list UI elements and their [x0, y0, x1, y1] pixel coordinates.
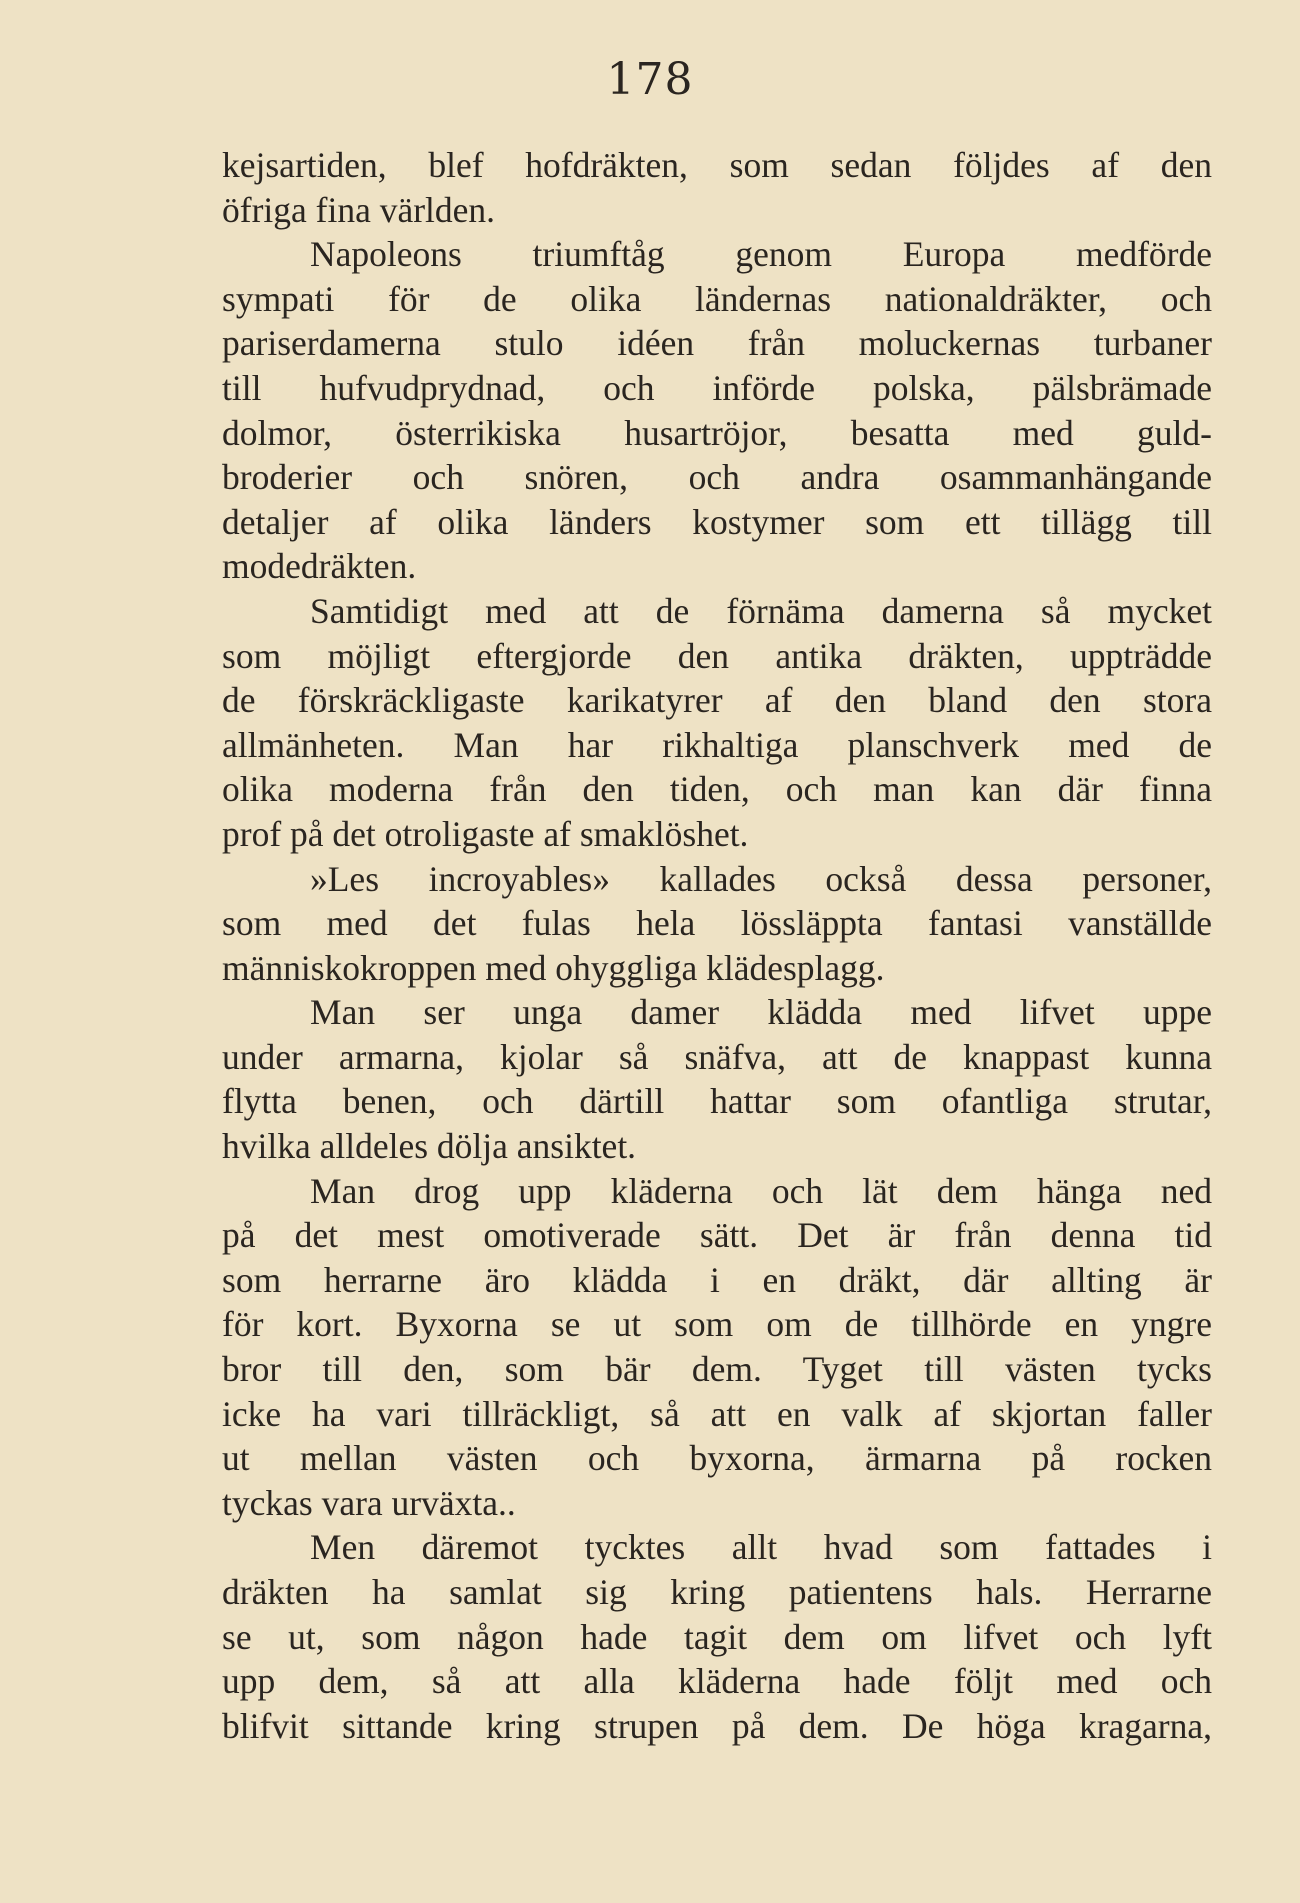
text-line: som möjligt eftergjorde den antika dräkten, uppträdde: [222, 635, 1212, 676]
text-line: öfriga fina världen.: [222, 189, 496, 230]
text-line: se ut, som någon hade tagit dem om lifvet och lyft: [222, 1616, 1212, 1657]
text-line: hvilka alldeles dölja ansiktet.: [222, 1126, 637, 1167]
text-line: pariserdamerna stulo idéen från moluckernas turbaner: [222, 323, 1212, 364]
text-line: på det mest omotiverade sätt. Det är från denna tid: [222, 1215, 1212, 1256]
page-number: 178: [606, 54, 694, 105]
text-line: för kort. Byxorna se ut som om de tillhörde en yngre: [222, 1304, 1212, 1345]
text-line: sympati för de olika ländernas nationaldräkter, och: [222, 278, 1212, 319]
text-line: kejsartiden, blef hofdräkten, som sedan följdes af den: [222, 145, 1212, 185]
text-line: Napoleons triumftåg genom Europa medförde: [310, 234, 1212, 275]
text-line: tyckas vara urväxta..: [222, 1482, 516, 1523]
text-line: modedräkten.: [222, 546, 417, 587]
text-line: upp dem, så att alla kläderna hade följt med och: [222, 1661, 1212, 1702]
body-text: [222, 143, 1212, 1748]
text-line: prof på det otroligaste af smaklöshet.: [222, 813, 749, 854]
text-line: dolmor, österrikiska husartröjor, besatta med guld-: [222, 412, 1212, 453]
text-line: till hufvudprydnad, och införde polska, pälsbrämade: [222, 367, 1212, 408]
text-line: som herrarne äro klädda i en dräkt, där allting är: [222, 1259, 1212, 1300]
text-line: bror till den, som bär dem. Tyget till västen tycks: [222, 1349, 1212, 1390]
text-line: olika moderna från den tiden, och man kan där finna: [222, 769, 1212, 810]
text-line: blifvit sittande kring strupen på dem. De höga kragarna,: [222, 1705, 1212, 1746]
text-line: allmänheten. Man har rikhaltiga planschverk med de: [222, 724, 1212, 765]
text-line: de förskräckligaste karikatyrer af den bland den stora: [222, 680, 1212, 721]
text-line: »Les incroyables» kallades också dessa personer,: [310, 858, 1212, 899]
text-line: Men däremot tycktes allt hvad som fattades i: [310, 1527, 1212, 1568]
text-line: Man ser unga damer klädda med lifvet uppe: [310, 992, 1212, 1033]
text-line: Man drog upp kläderna och lät dem hänga ned: [310, 1170, 1212, 1211]
text-line: under armarna, kjolar så snäfva, att de knappast kunna: [222, 1036, 1212, 1077]
text-line: broderier och snören, och andra osammanhängande: [222, 457, 1212, 498]
text-line: detaljer af olika länders kostymer som ett tillägg till: [222, 501, 1212, 542]
text-line: människokroppen med ohyggliga klädesplagg.: [222, 947, 885, 988]
text-line: som med det fulas hela lössläppta fantasi vanställde: [222, 903, 1212, 944]
text-line: Samtidigt med att de förnäma damerna så mycket: [310, 590, 1212, 631]
text-line: flytta benen, och därtill hattar som ofantliga strutar,: [222, 1081, 1212, 1122]
text-line: dräkten ha samlat sig kring patientens hals. Herrarne: [222, 1572, 1212, 1612]
text-line: icke ha vari tillräckligt, så att en valk af skjortan faller: [222, 1393, 1212, 1434]
text-line: ut mellan västen och byxorna, ärmarna på rocken: [222, 1438, 1212, 1479]
